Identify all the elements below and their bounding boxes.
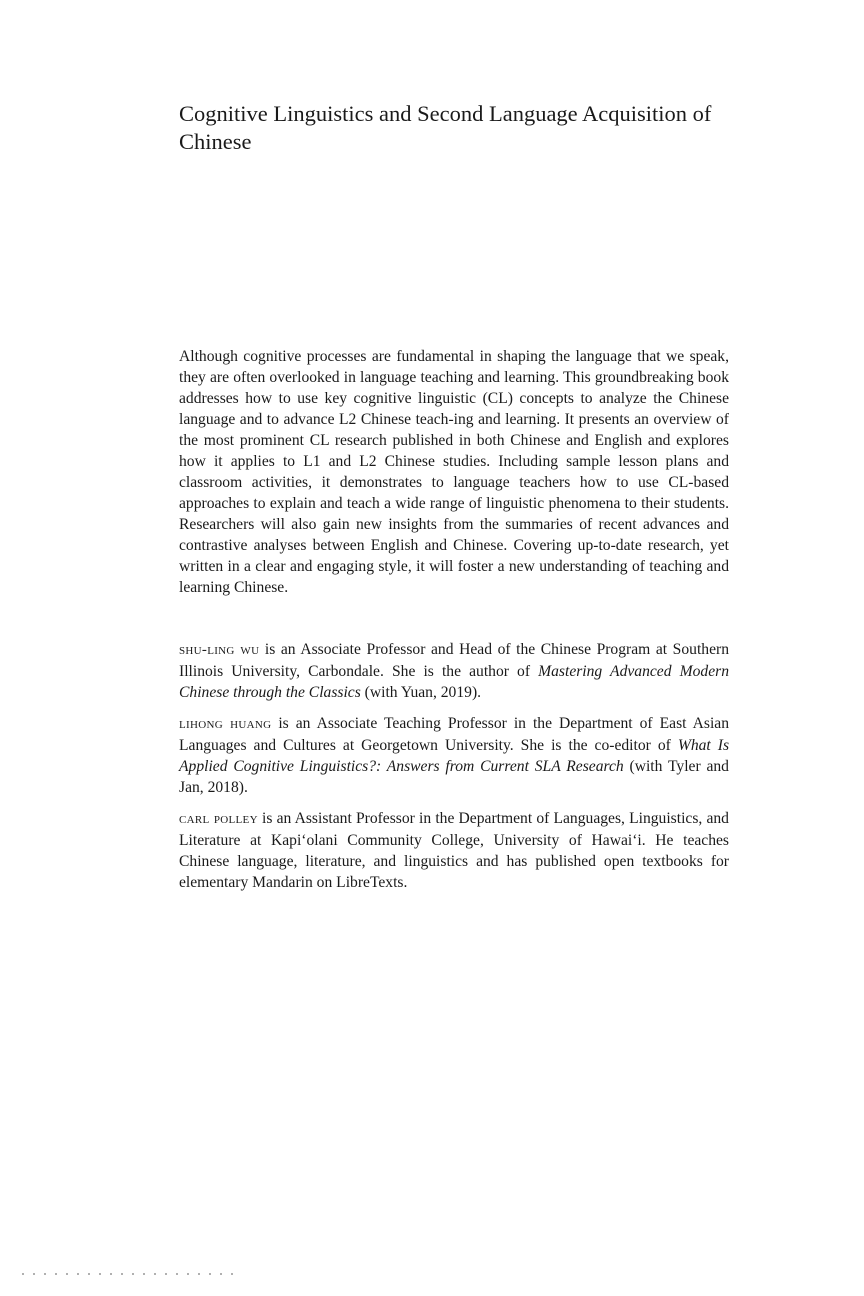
author-bio xyxy=(179,639,729,703)
bio-text-end: (with Tyler and Jan, 2018). xyxy=(179,758,729,796)
author-bio xyxy=(179,713,729,798)
book-description: Although cognitive processes are fundamental in shaping the language that we speak, they are often overlooked in language teaching and learning. This groundbreaking book addresses how to use key cognitive linguistic (CL) concepts to analyze the Chinese language and to advance L2 Chinese teach-ing and learning. It presents an overview of the most prominent CL research published in both Chinese and English and explores how it applies to L1 and L2 Chinese studies. Including sample lesson plans and classroom activities, it demonstrates to language teachers how to use CL-based approaches to explain and teach a wide range of linguistic phenomena to their students. Researchers will also gain new insights from the summaries of recent advances and contrastive analyses between English and Chinese. Covering up-to-date research, yet written in a clear and engaging style, it will foster a new understanding of teaching and learning Chinese. xyxy=(179,348,729,596)
author-name: lihong huang xyxy=(179,716,272,732)
bio-text: is an Associate Teaching Professor in the Department of East Asian Languages and Cultures at Georgetown University. She is the co-editor of xyxy=(179,715,729,754)
author-bios xyxy=(179,639,729,903)
bio-text: is an Assistant Professor in the Department of Languages, Linguistics, and Literature at Kapi‘olani Community College, University of Hawai‘i. He teaches Chinese language, literature, and linguistics and has published open textbooks for elementary Mandarin on LibreTexts. xyxy=(179,810,729,891)
author-bio xyxy=(179,808,729,893)
author-name: carl polley xyxy=(179,811,258,827)
book-title: Cognitive Linguistics and Second Language Acquisition of Chinese xyxy=(179,101,712,154)
book-reference: Mastering Advanced Modern Chinese through the Classics xyxy=(179,663,729,701)
author-name: shu-ling wu xyxy=(179,642,260,658)
bio-text-end: (with Yuan, 2019). xyxy=(360,684,482,701)
bio-text: is an Associate Professor and Head of the Chinese Program at Southern Illinois University, Carbondale. She is the author of xyxy=(179,641,729,680)
book-reference: What Is Applied Cognitive Linguistics?: Answers from Current SLA Research xyxy=(179,737,730,775)
footer-print-marks xyxy=(22,1272,252,1276)
